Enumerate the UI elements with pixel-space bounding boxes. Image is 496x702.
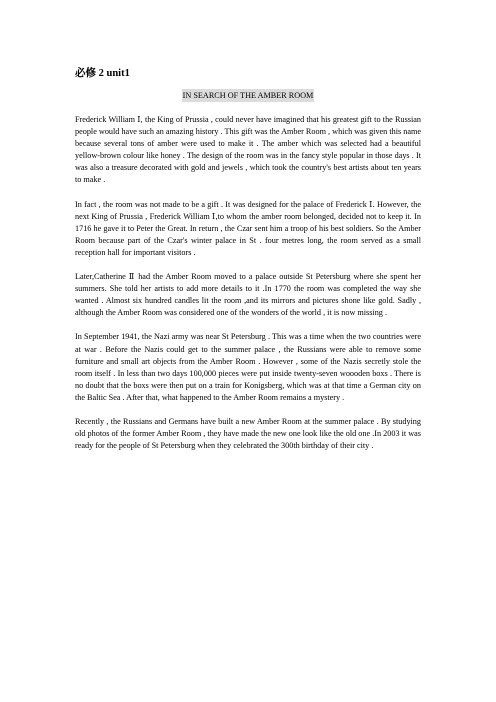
title-container	[75, 87, 421, 102]
unit-heading: 必修 2 unit1	[75, 68, 130, 79]
paragraph-4: In September 1941, the Nazi army was near St Petersburg . This was a time when the two countries were at war . Before the Nazis could get to the summer palace , the Russians were able to remove some furniture and small art objects from the Amber Room . However , some of the Nazis secretly stole the room itself . In less than two days 100,000 pieces were put inside twenty-seven woooden boxs . There is no doubt that the boxs were then put on a train for Konigsberg, which was at that time a German city on the Baltic Sea . After that, what happened to the Amber Room remains a mystery .	[75, 332, 421, 402]
paragraph-2: In fact , the room was not made to be a gift . It was designed for the palace of Frederick Ⅰ. However, the next King of Prussia , Frederick William Ⅰ,to whom the amber room belonged, decided not to keep it. In 1716 he gave it to Peter the Great. In return , the Czar sent him a troop of his best soldiers. So the Amber Room because part of the Czar's winter palace in St . four metres long, the room served as a small reception hall for important visitors .	[75, 199, 421, 257]
paragraph-3: Later,Catherine Ⅱ had the Amber Room moved to a palace outside St Petersburg where she spent her summers. She told her artists to add more details to it .In 1770 the room was completed the way she wanted . Almost six hundred candles lit the room ,and its mirrors and pictures shone like gold. Sadly , although the Amber Room was considered one of the wonders of the world , it is now missing .	[75, 272, 421, 318]
document-page	[75, 67, 421, 464]
paragraph-5: Recently , the Russians and Germans have built a new Amber Room at the summer palace . By studying old photos of the former Amber Room , they have made the new one look like the old one .In 2003 it was ready for the people of St Petersburg when they celebrated the 300th birthday of their city .	[75, 416, 421, 451]
paragraph-1: Frederick William Ⅰ, the King of Prussia , could never have imagined that his greatest gift to the Russian people would have such an amazing history . This gift was the Amber Room , which was given this name because several tons of amber were used to make it . The amber which was selected had a beautiful yellow-brown colour like honey . The design of the room was in the fancy style popular in those days . It was also a treasure decorated with gold and jewels , which took the country's best artists about ten years to make .	[75, 115, 421, 185]
article-title: IN SEARCH OF THE AMBER ROOM	[182, 91, 314, 100]
